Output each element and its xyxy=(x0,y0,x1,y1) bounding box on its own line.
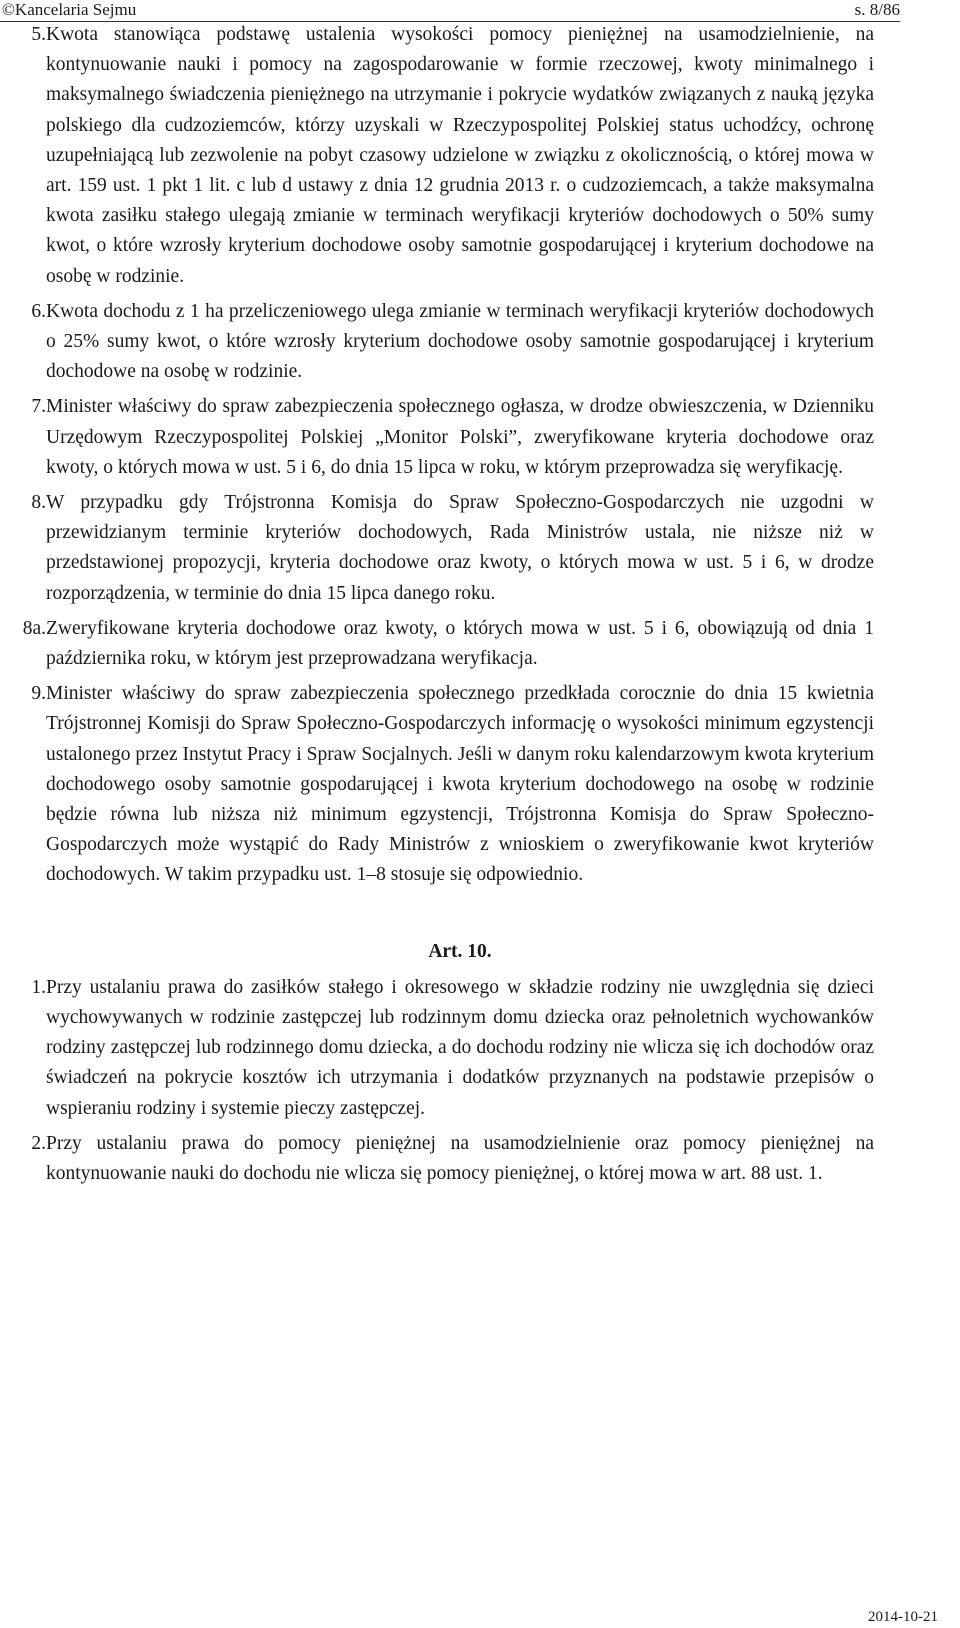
paragraph-9 xyxy=(14,679,874,890)
paragraph-5 xyxy=(14,20,874,292)
paragraph-8 xyxy=(14,488,874,609)
paragraph-number: 9. xyxy=(31,683,46,705)
paragraph-8a xyxy=(14,614,874,674)
paragraph-7 xyxy=(14,392,874,483)
paragraph-text: Kwota stanowiąca podstawę ustalenia wysokości pomocy pieniężnej na usamodzielnienie, na kontynuowanie nauki i pomocy na zagospodarowanie w formie rzeczowej, kwoty minimalnego i maksymalnego świadczenia pieniężnego na utrzymanie i pokrycie wydatków związanych z nauką języka polskiego dla cudzoziemców, którzy uzyskali w Rzeczypospolitej Polskiej status uchodźcy, ochronę uzupełniającą lub zezwolenie na pobyt czasowy udzielone w związku z okolicznością, o której mowa w art. 159 ust. 1 pkt 1 lit. c lub d ustawy z dnia 12 grudnia 2013 r. o cudzoziemcach, a także maksymalna kwota zasiłku stałego ulegają zmianie w terminach weryfikacji kryteriów dochodowych o 50% sumy kwot, o które wzrosły kryterium dochodowe osoby samotnie gospodarującej i kryterium dochodowe na osobę w rodzinie. xyxy=(46,24,874,287)
paragraph-text: Minister właściwy do spraw zabezpieczenia społecznego przedkłada corocznie do dnia 15 kwietnia Trójstronnej Komisji do Spraw Społeczno-Gospodarczych informację o wysokości minimum egzystencji ustalonego przez Instytut Pracy i Spraw Socjalnych. Jeśli w danym roku kalendarzowym kwota kryterium dochodowego osoby samotnie gospodarującej i kwota kryterium dochodowego na osobę w rodzinie będzie równa lub niższa niż minimum egzystencji, Trójstronna Komisja do Spraw Społeczno-Gospodarczych może wystąpić do Rady Ministrów z wnioskiem o zweryfikowanie kwot kryteriów dochodowych. W takim przypadku ust. 1–8 stosuje się odpowiednio. xyxy=(46,683,874,886)
paragraph-number: 6. xyxy=(31,300,46,322)
footer-date: 2014-10-21 xyxy=(868,1609,938,1625)
paragraph-6 xyxy=(14,297,874,388)
paragraph-number: 8a. xyxy=(22,617,46,639)
page-number: s. 8/86 xyxy=(854,0,900,19)
article-paragraph-1 xyxy=(14,973,874,1124)
article-paragraph-2 xyxy=(14,1129,874,1189)
paragraph-text: Kwota dochodu z 1 ha przeliczeniowego ulega zmianie w terminach weryfikacji kryteriów dochodowych o 25% sumy kwot, o które wzrosły kryterium dochodowe osoby samotnie gospodarującej i kryterium dochodowe na osobę w rodzinie. xyxy=(46,300,874,383)
document-body xyxy=(14,20,874,1189)
paragraph-text: Minister właściwy do spraw zabezpieczenia społecznego ogłasza, w drodze obwieszczenia, w Dzienniku Urzędowym Rzeczypospolitej Polskiej „Monitor Polski”, zweryfikowane kryteria dochodowe oraz kwoty, o których mowa w ust. 5 i 6, do dnia 15 lipca w roku, w którym przeprowadza się weryfikację. xyxy=(46,396,874,478)
paragraph-text: W przypadku gdy Trójstronna Komisja do Spraw Społeczno-Gospodarczych nie uzgodni w przewidzianym terminie kryteriów dochodowych, Rada Ministrów ustala, nie niższe niż w przedstawionej propozycji, kryteria dochodowe oraz kwoty, o których mowa w ust. 5 i 6, w drodze rozporządzenia, w terminie do dnia 15 lipca danego roku. xyxy=(46,492,874,604)
paragraph-number: 2. xyxy=(31,1132,46,1154)
page-header xyxy=(0,0,900,22)
paragraph-text: Przy ustalaniu prawa do pomocy pieniężnej na usamodzielnienie oraz pomocy pieniężnej na kontynuowanie nauki do dochodu nie wlicza się pomocy pieniężnej, o której mowa w art. 88 ust. 1. xyxy=(46,1132,874,1184)
copyright-label: ©Kancelaria Sejmu xyxy=(2,0,137,19)
paragraph-number: 8. xyxy=(31,492,46,514)
paragraph-number: 5. xyxy=(31,24,46,45)
article-title: Art. 10. xyxy=(428,940,492,962)
paragraph-number: 7. xyxy=(31,396,46,418)
paragraph-number: 1. xyxy=(31,976,46,998)
paragraph-text: Zweryfikowane kryteria dochodowe oraz kwoty, o których mowa w ust. 5 i 6, obowiązują od dnia 1 października roku, w którym jest przeprowadzana weryfikacja. xyxy=(46,617,874,670)
paragraph-text: Przy ustalaniu prawa do zasiłków stałego i okresowego w składzie rodziny nie uwzględnia się dzieci wychowywanych w rodzinie zastępczej lub rodzinnym domu dziecka oraz pełnoletnich wychowanków rodziny zastępczej lub rodzinnego domu dziecka, a do dochodu rodziny nie wlicza się ich dochodów oraz świadczeń na pokrycie kosztów ich utrzymania i dodatków przyznanych na podstawie przepisów o wspieraniu rodziny i systemie pieczy zastępczej. xyxy=(46,976,874,1119)
